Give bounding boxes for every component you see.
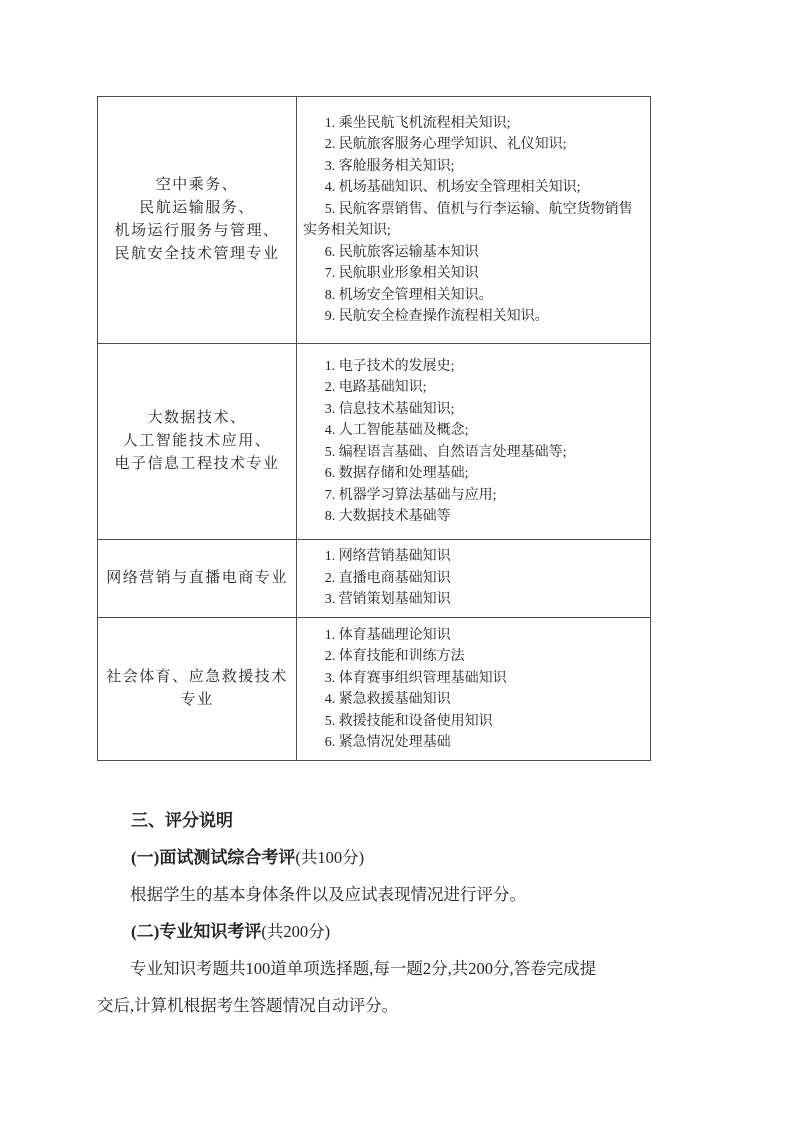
knowledge-item: 4. 机场基础知识、机场安全管理相关知识; bbox=[324, 180, 581, 195]
specialty-name-line: 民航运输服务、 bbox=[139, 200, 255, 216]
scoring-section bbox=[97, 802, 703, 1024]
knowledge-item: 3. 客舱服务相关知识; bbox=[324, 158, 455, 174]
specialty-name-line: 空中乘务、 bbox=[155, 177, 239, 193]
knowledge-item: 7. 民航职业形象相关知识 bbox=[324, 266, 479, 281]
specialty-name bbox=[102, 567, 292, 590]
knowledge-item: 5. 民航客票销售、值机与行李运输、航空货物销售实务相关知识; bbox=[303, 201, 633, 238]
knowledge-item: 1. 电子技术的发展史; bbox=[324, 358, 455, 374]
specialty-cell bbox=[98, 344, 297, 540]
knowledge-item: 7. 机器学习算法基础与应用; bbox=[324, 487, 497, 503]
knowledge-item: 2. 电路基础知识; bbox=[324, 380, 427, 395]
specialty-name-line: 专业 bbox=[180, 692, 214, 708]
knowledge-item: 5. 救援技能和设备使用知识 bbox=[324, 713, 493, 729]
knowledge-cell bbox=[297, 618, 651, 761]
knowledge-item: 6. 紧急情况处理基础 bbox=[324, 735, 451, 750]
knowledge-item: 5. 编程语言基础、自然语言处理基础等; bbox=[324, 444, 567, 460]
section-heading: 三、评分说明 bbox=[131, 811, 233, 830]
specialty-name bbox=[102, 174, 292, 266]
subsection-2-title: (二)专业知识考评 bbox=[131, 922, 262, 941]
knowledge-item: 3. 信息技术基础知识; bbox=[324, 401, 455, 417]
subsection-1-title: (一)面试测试综合考评 bbox=[131, 848, 296, 867]
knowledge-item: 2. 民航旅客服务心理学知识、礼仪知识; bbox=[324, 137, 567, 152]
subsection-2-heading bbox=[97, 913, 703, 950]
knowledge-item: 1. 乘坐民航飞机流程相关知识; bbox=[324, 115, 511, 131]
specialty-name-line: 机场运行服务与管理、 bbox=[114, 223, 280, 239]
subsection-1-heading bbox=[97, 839, 703, 876]
specialty-name-line: 电子信息工程技术专业 bbox=[114, 456, 280, 472]
knowledge-item: 3. 体育赛事组织管理基础知识 bbox=[324, 670, 507, 686]
specialty-name-line: 大数据技术、 bbox=[147, 410, 247, 426]
knowledge-cell bbox=[297, 344, 651, 540]
paragraph-knowledge-test bbox=[97, 950, 703, 1024]
specialty-knowledge-table bbox=[97, 96, 651, 761]
knowledge-item: 8. 机场安全管理相关知识。 bbox=[324, 287, 493, 303]
knowledge-item: 1. 体育基础理论知识 bbox=[324, 627, 451, 643]
specialty-name-line: 人工智能技术应用、 bbox=[122, 433, 272, 449]
table-row bbox=[98, 344, 651, 540]
subsection-1-score: (共100分) bbox=[295, 848, 365, 867]
paragraph-interview: 根据学生的基本身体条件以及应试表现情况进行评分。 bbox=[130, 885, 526, 904]
knowledge-cell bbox=[297, 97, 651, 344]
table-row bbox=[98, 540, 651, 618]
knowledge-item: 4. 人工智能基础及概念; bbox=[324, 423, 469, 438]
knowledge-item: 2. 体育技能和训练方法 bbox=[324, 649, 465, 664]
knowledge-list bbox=[303, 546, 640, 611]
table-row bbox=[98, 97, 651, 344]
specialty-name-line: 网络营销与直播电商专业 bbox=[106, 570, 288, 586]
subsection-2-score: (共200分) bbox=[261, 922, 331, 941]
knowledge-list bbox=[303, 625, 640, 754]
knowledge-cell bbox=[297, 540, 651, 618]
knowledge-item: 6. 民航旅客运输基本知识 bbox=[324, 244, 479, 260]
specialty-name-line: 民航安全技术管理专业 bbox=[114, 246, 280, 262]
knowledge-item: 6. 数据存储和处理基础; bbox=[324, 466, 469, 481]
knowledge-list bbox=[303, 113, 640, 328]
specialty-name bbox=[102, 407, 292, 476]
knowledge-item: 3. 营销策划基础知识 bbox=[324, 592, 451, 608]
knowledge-list bbox=[303, 356, 640, 528]
specialty-name-line: 社会体育、应急救援技术 bbox=[106, 669, 288, 685]
specialty-cell bbox=[98, 618, 297, 761]
knowledge-item: 8. 大数据技术基础等 bbox=[324, 509, 451, 524]
knowledge-item: 4. 紧急救援基础知识 bbox=[324, 692, 451, 707]
specialty-cell bbox=[98, 97, 297, 344]
knowledge-item: 2. 直播电商基础知识 bbox=[324, 570, 451, 586]
paragraph-knowledge-test-line-1: 专业知识考题共100道单项选择题,每一题2分,共200分,答卷完成提 bbox=[130, 959, 597, 978]
table-row bbox=[98, 618, 651, 761]
paragraph-knowledge-test-line-2: 交后,计算机根据考生答题情况自动评分。 bbox=[97, 996, 399, 1015]
knowledge-item: 9. 民航安全检查操作流程相关知识。 bbox=[324, 309, 549, 324]
knowledge-item: 1. 网络营销基础知识 bbox=[324, 549, 451, 565]
specialty-cell bbox=[98, 540, 297, 618]
specialty-name bbox=[102, 666, 292, 712]
